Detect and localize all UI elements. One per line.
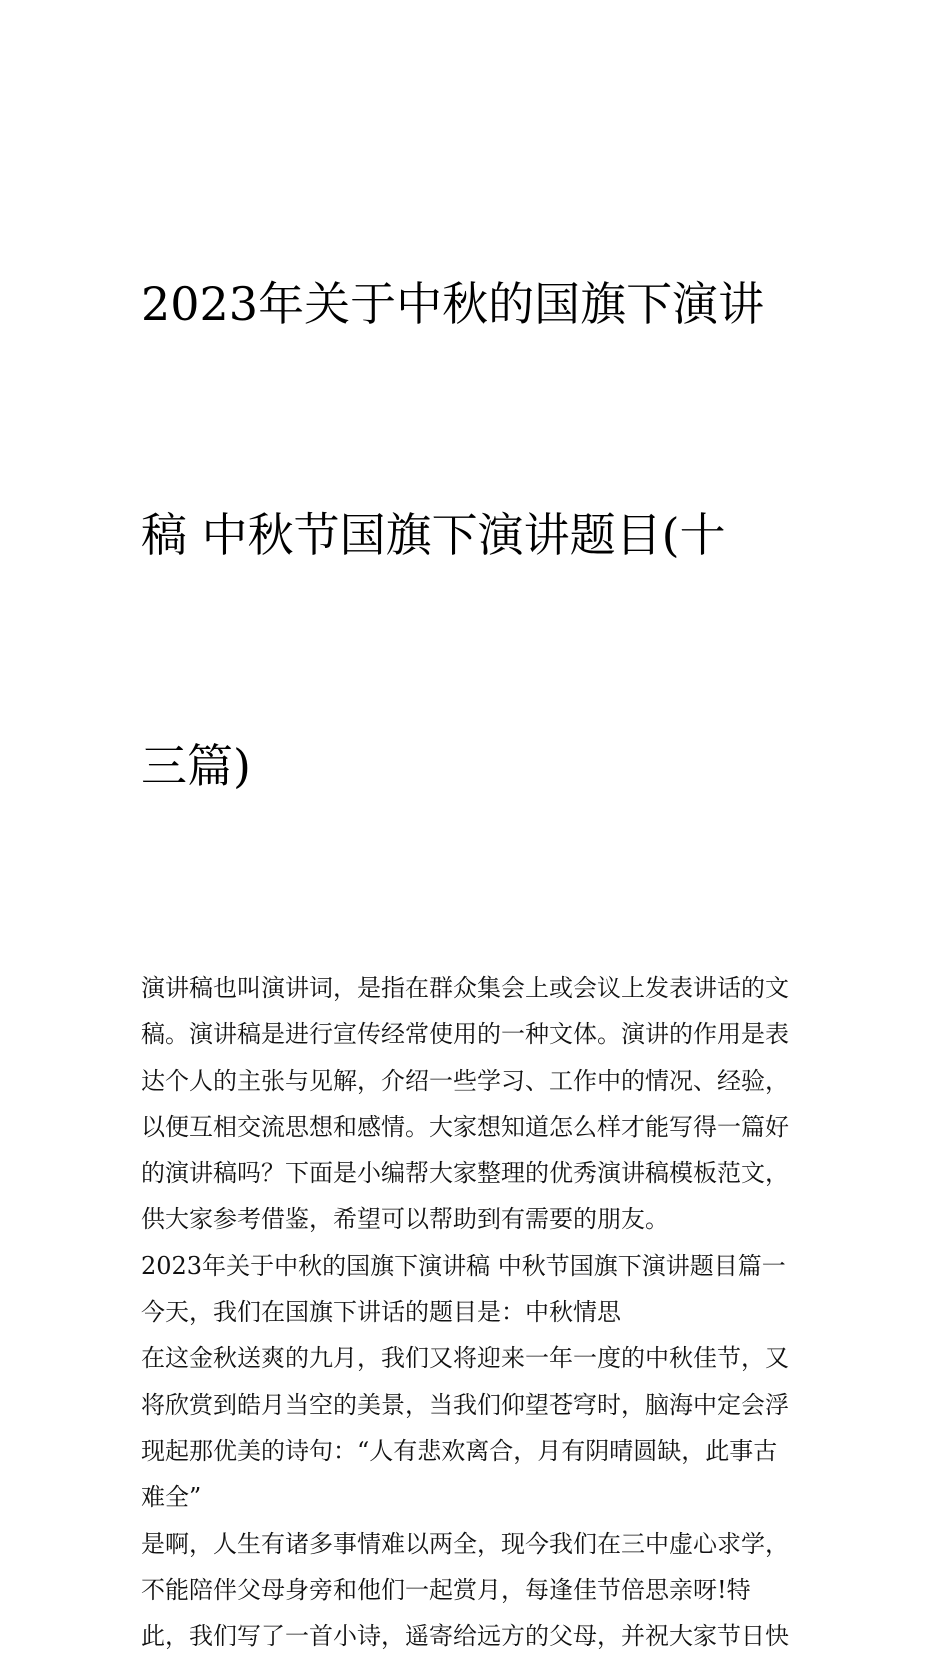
title-line: 稿 中秋节国旗下演讲题目(十	[141, 508, 726, 562]
body-line: 供大家参考借鉴，希望可以帮助到有需要的朋友。	[141, 1205, 669, 1234]
body-line: 稿。演讲稿是进行宣传经常使用的一种文体。演讲的作用是表	[141, 1020, 789, 1049]
body-line: 难全”	[141, 1483, 202, 1512]
body-line: 以便互相交流思想和感情。大家想知道怎么样才能写得一篇好	[141, 1112, 789, 1141]
document-body	[141, 965, 813, 1659]
body-line: 演讲稿也叫演讲词，是指在群众集会上或会议上发表讲话的文	[141, 974, 789, 1002]
body-line: 今天，我们在国旗下讲话的题目是：中秋情思	[141, 1298, 621, 1327]
document-page	[141, 112, 813, 1659]
body-line: 的演讲稿吗？下面是小编帮大家整理的优秀演讲稿模板范文，	[141, 1159, 789, 1188]
title-line: 三篇)	[141, 739, 251, 793]
body-line: 是啊，人生有诸多事情难以两全，现今我们在三中虚心求学，	[141, 1529, 789, 1558]
body-line: 将欣赏到皓月当空的美景，当我们仰望苍穹时，脑海中定会浮	[141, 1390, 789, 1419]
document-title	[141, 112, 813, 959]
body-line: 不能陪伴父母身旁和他们一起赏月，每逢佳节倍思亲呀!特	[141, 1575, 751, 1604]
body-line: 此，我们写了一首小诗，遥寄给远方的父母，并祝大家节日快	[141, 1622, 789, 1651]
body-line: 现起那优美的诗句：“人有悲欢离合，月有阴晴圆缺，此事古	[141, 1436, 778, 1465]
body-line: 在这金秋送爽的九月，我们又将迎来一年一度的中秋佳节，又	[141, 1344, 789, 1373]
title-line: 2023年关于中秋的国旗下演讲	[141, 277, 765, 331]
body-line: 达个人的主张与见解，介绍一些学习、工作中的情况、经验，	[141, 1066, 789, 1095]
section-heading: 2023年关于中秋的国旗下演讲稿 中秋节国旗下演讲题目篇一	[141, 1251, 786, 1280]
